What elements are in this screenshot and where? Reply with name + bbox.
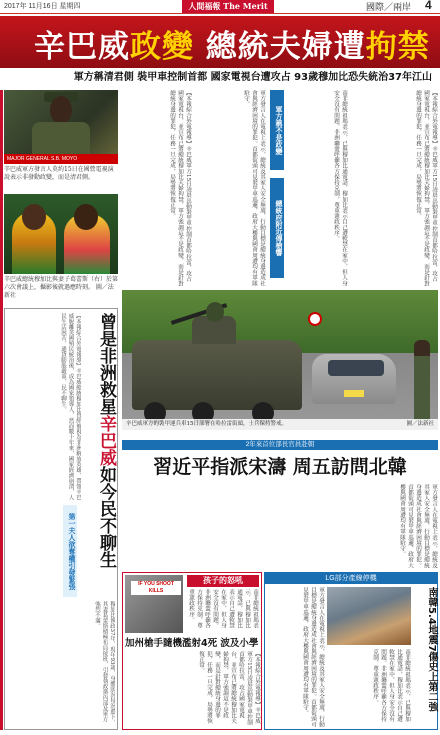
photo-credit: 圖／法新社 <box>406 421 434 427</box>
photo-caption <box>122 419 438 430</box>
main-story-col-3: 南非總統祖瑪表示，已與穆加比通電話，穆加比表示自己遭軟禁在家中，但人身安全沒有問題。非洲聯盟呼籲各方保持克制，尊重憲政秩序。 <box>333 90 347 286</box>
headline-part2: 政變 <box>130 29 194 65</box>
standing-soldier <box>414 340 430 420</box>
car-license-plate <box>344 390 364 397</box>
mugabe-couple-photo <box>4 194 118 274</box>
photo2-caption: 辛巴威總統穆加比與妻子葛蕾斯（右）於第六次會議上，攝影後就過應時刻。 圖／法新社 <box>4 276 119 299</box>
sidebar-story-text: 【本報綜合外電報導】辛巴威總統穆加比曾經被視為非洲解放英雄，帶領辛巴威脫離英國殖民統治後，成為國家領導人，然而數十年來，國家經濟崩潰，人民生活困苦，通貨膨脹嚴重，民不聊生。 <box>60 313 81 500</box>
main-story-col-2: 軍方發言人在電視上表示，總統及其家人安全無虞，行動目標是總統身邊造成社會與經濟困境的罪犯。首都街頭可見裝甲車巡邏，政府大樓與國會周遭均有軍隊駐守。 <box>243 90 265 286</box>
sidebar-story-box <box>4 308 118 730</box>
tv-caption-band: MAJOR GENERAL S.B. MOYO <box>4 154 118 164</box>
title-part-b: 如今民不聊生 <box>96 466 116 568</box>
car-windshield <box>328 360 384 376</box>
spokesman-head <box>50 96 72 124</box>
main-headline <box>34 21 430 66</box>
shooting-story-text: 南非總統祖瑪表示，已與穆加比通電話，穆加比表示自己遭軟禁在家中，但人身安全沒有問題。非洲聯盟呼籲各方保持克制，尊重憲政秩序。 <box>188 589 258 629</box>
story-tag: 孩子的怒吼 <box>187 575 259 587</box>
quake-story-box <box>264 572 438 730</box>
kicker-band: 2年來首位部長官員赴朝 <box>122 440 438 450</box>
headline-part1: 辛巴威 <box>34 29 130 65</box>
road-sign <box>308 312 322 326</box>
protest-sign: IF YOU SHOOT KILLS <box>131 581 181 595</box>
shooting-story-box <box>122 572 262 730</box>
subhead-tag-1: 軍方稱不是政變 <box>270 90 284 170</box>
quake-damage-photo <box>327 587 411 645</box>
person-left-head <box>22 204 46 230</box>
quake-kicker: LG部分產線停機 <box>265 573 437 584</box>
quake-story-body: 南非總統祖瑪表示，已與穆加比通電話，穆加比表示自己遭軟禁在家中，但人身安全沒有問題。非洲聯盟呼籲各方保持克制，尊重憲政秩序。 <box>372 649 410 722</box>
headline-part4: 拘禁 <box>365 29 430 65</box>
page-number: 4 <box>425 0 432 12</box>
armored-vehicle-photo <box>122 290 438 430</box>
page-edge-stripe <box>0 90 3 730</box>
shooting-story-body: 【本報綜合外電報導】辛巴威軍方15日凌晨出動裝甲車控制首都哈拉雷，攻占國家電視台，並宣布已將總統穆加比夫婦拘禁，軍方強調這不是政變，而是針對總統身邊的罪犯，任務一旦完成，局勢將恢復正常。 <box>198 651 260 726</box>
sub-headline: 軍方稱清君側 裝甲車控制首都 國家電視台遭攻占 93歲穆加比恐失統治37年江山 <box>0 70 440 86</box>
quake-story-text: 軍方發言人在電視上表示，總統及其家人安全無虞，行動目標是總統身邊造成社會與經濟困境的罪犯。首都街頭可見裝甲車巡邏，政府大樓與國會周遭均有軍隊駐守。 <box>302 587 324 727</box>
spokesman-uniform <box>32 122 90 156</box>
issue-date: 2017年 11月16日 星期四 <box>4 3 81 10</box>
sidebar-subhead: 第一夫人欲奪權引發緊張 <box>63 505 77 597</box>
main-story-col-1: 【本報綜合外電報導】辛巴威軍方15日凌晨出動裝甲車控制首都哈拉雷，攻占國家電視台，並宣布已將總統穆加比夫婦拘禁，軍方強調這不是政變，而是針對總統身邊的罪犯，任務一旦完成，局勢將恢復正常。 <box>169 90 191 286</box>
sidebar-story-text-2: 穆加比執政37年，現年93歲，身體狀況每況愈下，其妻葛蕾斯積極布局接班，引發執政黨內部及軍方強烈不滿。 <box>94 601 115 725</box>
quake-headline: 南韓5.4地震7傷史上第二強 <box>426 587 437 712</box>
protest-photo <box>125 575 183 633</box>
title-part-red: 辛巴威 <box>96 415 116 466</box>
section-label: 國際／兩岸 <box>366 2 412 12</box>
headline-part3: 總統夫婦遭 <box>205 29 366 65</box>
spokesman-photo <box>4 90 118 164</box>
shooting-headline: 加州槍手隨機濫射4死 波及小學 <box>125 638 259 649</box>
person-right-head <box>74 204 98 230</box>
sidebar-story-title <box>85 313 115 568</box>
soldier-figure <box>206 302 224 322</box>
main-story-col-4: 【本報綜合外電報導】辛巴威軍方15日凌晨出動裝甲車控制首都哈拉雷，攻占國家電視台，並宣布已將總統穆加比夫婦拘禁，軍方強調這不是政變，而是針對總統身邊的罪犯，任務一旦完成，局勢將恢復正常。 <box>415 90 437 286</box>
xi-headline: 習近平指派宋濤 周五訪問北韓 <box>153 456 407 478</box>
newspaper-logo: 人間福報 The Merit <box>182 0 274 13</box>
photo-caption-text: 辛巴威軍方的裝甲運兵車15日部署在哈拉雷街頭，士兵保持警戒。 <box>126 421 288 427</box>
title-part-a: 曾是非洲救星 <box>96 313 116 415</box>
xi-story-text: 軍方發言人在電視上表示，總統及其家人安全無虞，行動目標是總統身邊造成社會與經濟困境的罪犯。首都街頭可見裝甲車巡邏，政府大樓與國會周遭均有軍隊駐守。 <box>399 484 437 568</box>
subhead-tag-2: 總統府附近傳槍響 <box>270 178 284 278</box>
photo1-caption: 辛巴威軍方發言人莫約15日在國營電視演說表示非發動政變，而是清君側。 <box>4 166 114 181</box>
armored-vehicle <box>132 340 302 410</box>
